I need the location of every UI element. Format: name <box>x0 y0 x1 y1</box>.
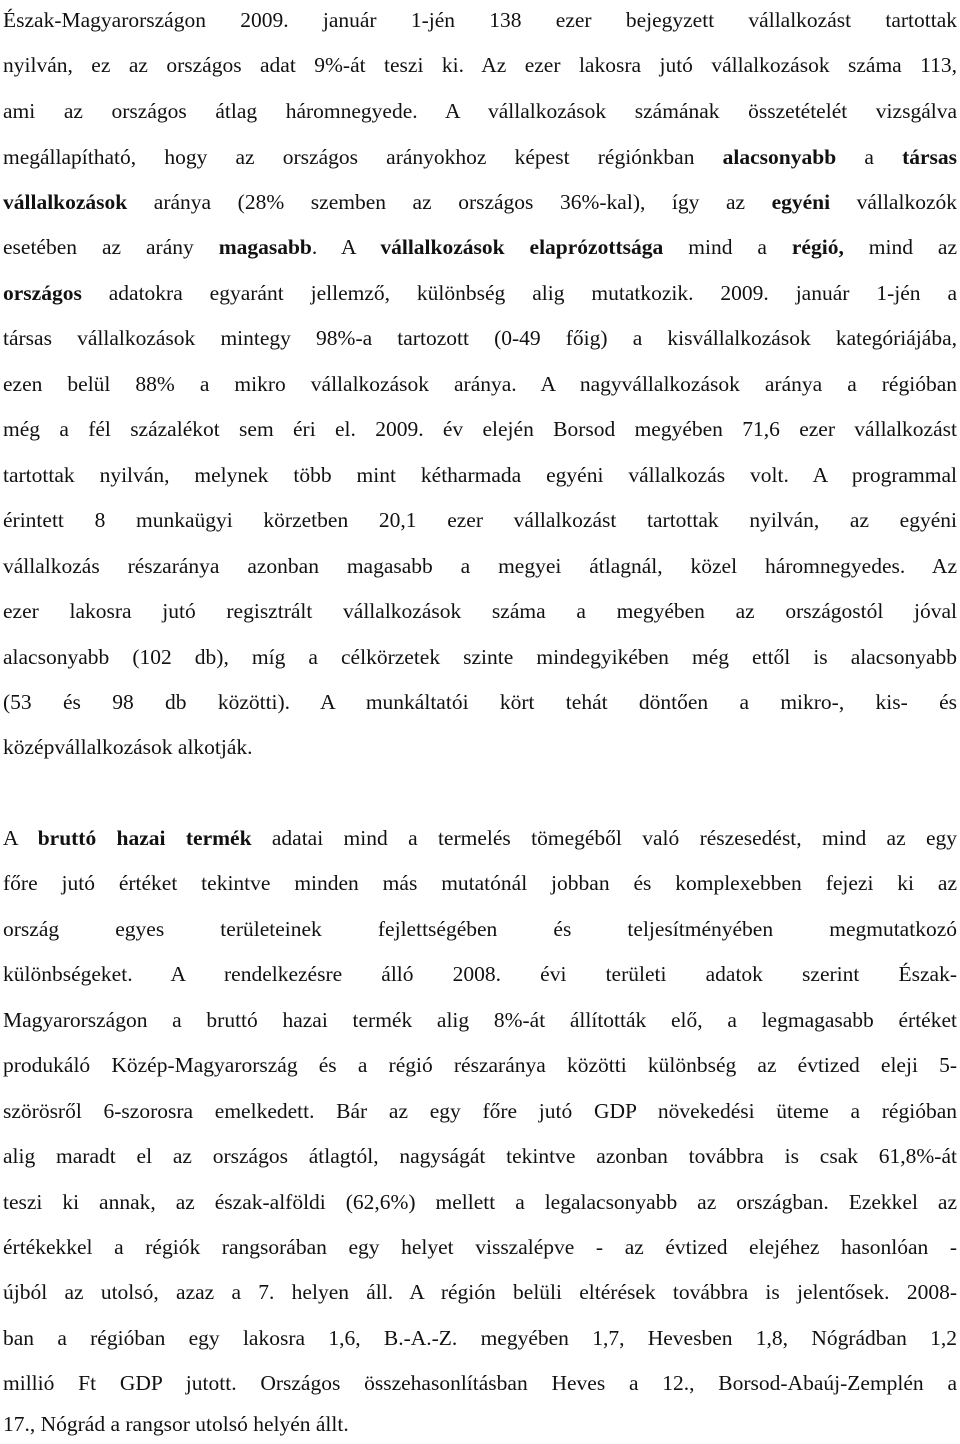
bold-text-run: társas <box>902 145 957 169</box>
text-run: különbségeket. A rendelkezésre álló 2008. évi területi adatok szerint Észak- <box>3 962 957 986</box>
text-run: millió Ft GDP jutott. Országos összehasonlításban Heves a 12., Borsod-Abaúj-Zemplén a <box>3 1371 957 1395</box>
text-line <box>3 958 957 990</box>
bold-text-run: bruttó hazai termék <box>37 826 252 850</box>
text-line <box>3 141 957 173</box>
text-line <box>3 231 957 263</box>
text-run: produkáló Közép-Magyarország és a régió részaránya közötti különbség az évtized eleji 5- <box>3 1053 957 1077</box>
bold-text-run: egyéni <box>771 190 831 214</box>
text-run: mind az <box>843 235 958 259</box>
text-run: még a fél százalékot sem éri el. 2009. év elején Borsod megyében 71,6 ezer vállalkozást <box>3 417 957 441</box>
text-run: (53 és 98 db közötti). A munkáltatói kört tehát döntően a mikro-, kis- és <box>3 690 957 714</box>
text-line <box>3 913 957 945</box>
text-run: a <box>836 145 903 169</box>
text-line <box>3 822 957 854</box>
text-run: újból az utolsó, azaz a 7. helyen áll. A régión belüli eltérések továbbra is jelentősek. 2008- <box>3 1280 957 1304</box>
text-line <box>3 867 957 899</box>
text-line <box>3 504 957 536</box>
text-run: A <box>3 826 38 850</box>
text-run: vállalkozók <box>830 190 957 214</box>
text-line <box>3 686 957 718</box>
bold-text-run: vállalkozások elaprózottsága <box>380 235 664 259</box>
text-run: érintett 8 munkaügyi körzetben 20,1 ezer vállalkozást tartottak nyilván, az egyéni <box>3 508 957 532</box>
text-run: esetében az arány <box>3 235 219 259</box>
text-run: főre jutó értéket tekintve minden más mutatónál jobban és komplexebben fejezi ki az <box>3 871 957 895</box>
text-run: értékekkel a régiók rangsorában egy helyet visszalépve - az évtized elejéhez hasonlóan - <box>3 1235 957 1259</box>
text-line <box>3 1231 957 1263</box>
text-run: vállalkozás részaránya azonban magasabb a megyei átlagnál, közel háromnegyedes. Az <box>3 554 957 578</box>
text-line <box>3 550 957 582</box>
text-line <box>3 731 957 763</box>
text-run: nyilván, ez az országos adat 9%-át teszi ki. Az ezer lakosra jutó vállalkozások száma 113, <box>3 53 957 77</box>
text-line <box>3 322 957 354</box>
text-run: ezer lakosra jutó regisztrált vállalkozások száma a megyében az országostól jóval <box>3 599 957 623</box>
text-run: Magyarországon a bruttó hazai termék alig 8%-át állították elő, a legmagasabb értéket <box>3 1008 957 1032</box>
bold-text-run: országos <box>3 281 82 305</box>
text-line <box>3 1408 957 1440</box>
text-run: 17., Nógrád a rangsor utolsó helyén állt. <box>3 1412 349 1436</box>
bold-text-run: magasabb <box>218 235 312 259</box>
text-run: adatai mind a termelés tömegéből való részesedést, mind az egy <box>251 826 958 850</box>
text-run: társas vállalkozások mintegy 98%-a tartozott (0-49 főig) a kisvállalkozások kategóriájába, <box>3 326 957 350</box>
text-run: adatokra egyaránt jellemző, különbség alig mutatkozik. 2009. január 1-jén a <box>81 281 957 305</box>
text-line <box>3 1140 957 1172</box>
bold-text-run: régió, <box>791 235 844 259</box>
text-line <box>3 277 957 309</box>
bold-text-run: vállalkozások <box>3 190 128 214</box>
text-line <box>3 413 957 445</box>
text-line <box>3 1004 957 1036</box>
text-line <box>3 1095 957 1127</box>
text-line <box>3 1322 957 1354</box>
text-line <box>3 1049 957 1081</box>
text-line <box>3 186 957 218</box>
text-run: mind a <box>663 235 792 259</box>
bold-text-run: alacsonyabb <box>722 145 837 169</box>
text-line <box>3 1276 957 1308</box>
text-line <box>3 4 957 36</box>
text-run: szörösről 6-szorosra emelkedett. Bár az egy főre jutó GDP növekedési üteme a régióban <box>3 1099 957 1123</box>
text-run: alacsonyabb (102 db), míg a célkörzetek szinte mindegyikében még ettől is alacsonyabb <box>3 645 957 669</box>
text-line <box>3 49 957 81</box>
text-run: ami az országos átlag háromnegyede. A vállalkozások számának összetételét vizsgálva <box>3 99 957 123</box>
text-run: aránya (28% szemben az országos 36%-kal), így az <box>127 190 772 214</box>
text-line <box>3 1186 957 1218</box>
text-line <box>3 641 957 673</box>
text-line <box>3 595 957 627</box>
text-run: tartottak nyilván, melynek több mint kétharmada egyéni vállalkozás volt. A programmal <box>3 463 957 487</box>
text-run: megállapítható, hogy az országos arányokhoz képest régiónkban <box>3 145 723 169</box>
text-run: Észak-Magyarországon 2009. január 1-jén 138 ezer bejegyzett vállalkozást tartottak <box>3 8 957 32</box>
text-run: középvállalkozások alkotják. <box>3 735 253 759</box>
text-run: ország egyes területeinek fejlettségében és teljesítményében megmutatkozó <box>3 917 957 941</box>
text-line <box>3 459 957 491</box>
text-line <box>3 95 957 127</box>
text-run: ezen belül 88% a mikro vállalkozások aránya. A nagyvállalkozások aránya a régióban <box>3 372 957 396</box>
text-run: ban a régióban egy lakosra 1,6, B.-A.-Z. megyében 1,7, Hevesben 1,8, Nógrádban 1,2 <box>3 1326 957 1350</box>
text-run: alig maradt el az országos átlagtól, nagyságát tekintve azonban továbbra is csak 61,8%-át <box>3 1144 957 1168</box>
text-run: . A <box>311 235 381 259</box>
text-run: teszi ki annak, az észak-alföldi (62,6%) mellett a legalacsonyabb az országban. Ezekkel az <box>3 1190 957 1214</box>
text-line <box>3 368 957 400</box>
text-line <box>3 1367 957 1399</box>
